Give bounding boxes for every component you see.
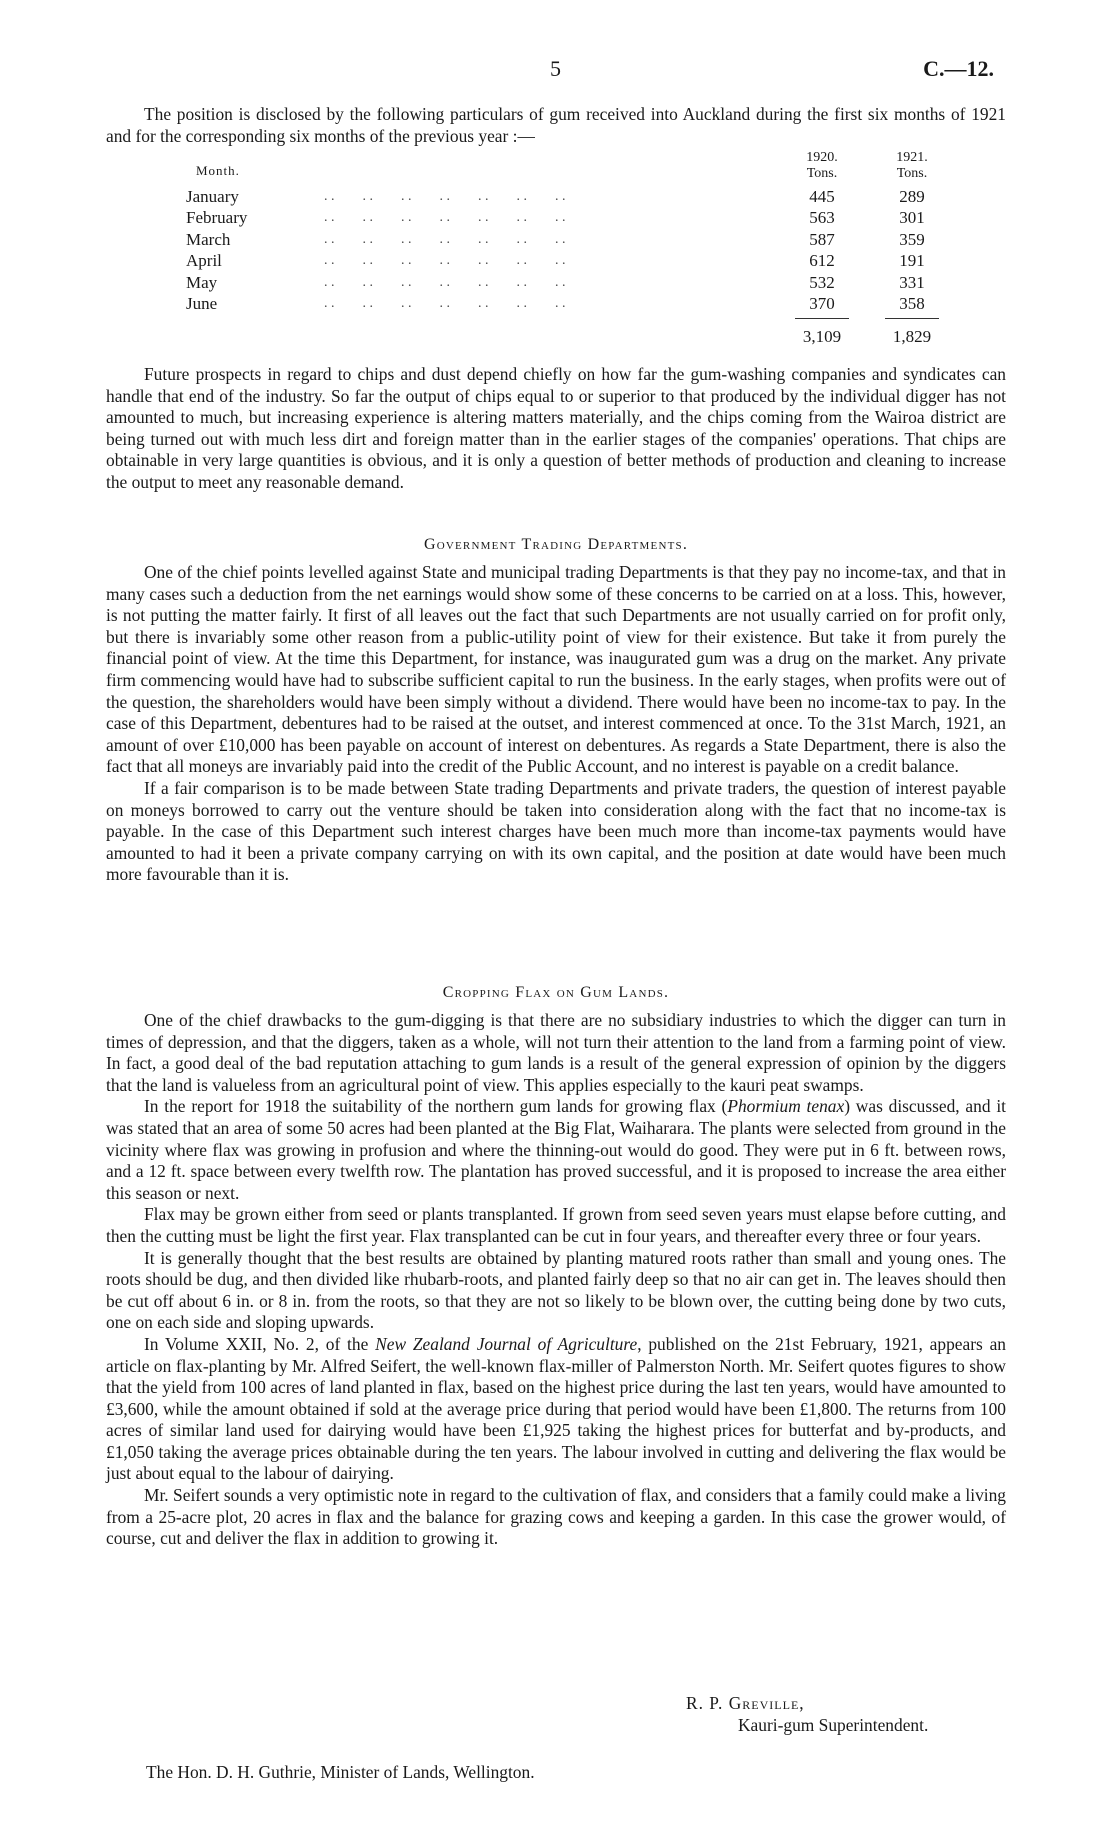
month-cell: April bbox=[186, 251, 222, 271]
total-1920-cell: 3,109 bbox=[802, 327, 842, 347]
value-1921-cell: 289 bbox=[899, 187, 925, 206]
section-heading-flax: Cropping Flax on Gum Lands. bbox=[442, 984, 670, 1001]
value-1920-cell: 532 bbox=[809, 272, 835, 292]
month-cell: January bbox=[186, 187, 239, 206]
value-1921-cell: 359 bbox=[899, 229, 925, 249]
total-1921-cell: 1,829 bbox=[892, 327, 932, 347]
signatory-title: Kauri-gum Superintendent. bbox=[738, 1715, 929, 1735]
flax-paragraph-1: One of the chief drawbacks to the gum-digging is that there are no subsidiary industries to which the digger can turn in times of depression, and that the diggers, taken as a whole, will not turn their attention to the land from a farming point of view. In fact, a good deal of the bad reputation attaching to gum lands is a result of the general expression of opinion by the diggers that the land is valueless from an agricultural point of view. This applies especially to the kauri peat swamps. bbox=[106, 1010, 1006, 1095]
intro-paragraph bbox=[106, 104, 1006, 147]
flax-paragraph-2-end: ) was discussed, and it was stated that an area of some 50 acres had been planted at the Big Flat, Waiharara. The plants were selected from ground in the vicinity where flax was growing in profusion and where the thinning-out would do good. They were put in 6 ft. between rows, and a 12 ft. space between every twelfth row. The plantation has proved successful, and it is proposed to increase the area either this season or next. bbox=[106, 1096, 1006, 1203]
year-1921-header bbox=[872, 150, 952, 182]
table-row: January . . . . . . . . . . . . . . 445 289 bbox=[186, 186, 946, 207]
value-1920-cell: 587 bbox=[809, 229, 835, 249]
trading-paragraph-1: One of the chief points levelled against State and municipal trading Departments is that they pay no income-tax, and that in many cases such a deduction from the net earnings would show some of these concerns to be carried on at a loss. This, however, is not putting the matter fairly. It first of all leaves out the fact that such Departments are not usually carried on for profit only, but there is invariably some other reason from a public-utility point of view for their existence. But take it from purely the financial point of view. At the time this Department, for instance, was inaugurated gum was a drug on the market. Any private firm commencing would have had to subscribe sufficient capital to run the business. In the early stages, when profits were out of the question, the shareholders would have been simply without a dividend. There would have been no income-tax to pay. In the case of this Department, debentures had to be raised at the outset, and interest commenced at once. To the 31st March, 1921, an amount of over £10,000 has been payable on account of interest on debentures. As regards a State Department, there is also the fact that all moneys are invariably paid into the credit of the Public Account, and no interest is payable on a credit balance. bbox=[106, 562, 1006, 777]
unit-1921-label: Tons. bbox=[896, 166, 928, 181]
trading-paragraph-2: If a fair comparison is to be made between State trading Departments and private traders, the question of interest payable on moneys borrowed to carry out the venture should be taken into consideration along with the fact that no income-tax is payable. In the case of this Department such interest charges have been much more than income-tax payments would have amounted to had it been a private company carrying on with its own capital, and the position at date would have been much more favourable than it is. bbox=[106, 777, 1006, 885]
table-row: April . . . . . . . . . . . . . . 612 191 bbox=[186, 250, 946, 271]
year-1921-label: 1921. bbox=[896, 150, 928, 165]
section-heading-trading: Government Trading Departments. bbox=[423, 536, 689, 553]
intro-text: The position is disclosed by the following particulars of gum received into Auckland during the first six months of 1921 and for the corresponding six months of the previous year :— bbox=[106, 104, 1006, 146]
total-rule-1920 bbox=[795, 318, 849, 319]
table-row: February . . . . . . . . . . . . . . 563 301 bbox=[186, 207, 946, 228]
flax-paragraph-5-start: In Volume XXII, No. 2, of the bbox=[144, 1333, 376, 1354]
flax-paragraph-6: Mr. Seifert sounds a very optimistic note in regard to the cultivation of flax, and considers that a family could make a living from a 25-acre plot, 20 acres in flax and the balance for grazing cows and keeping a garden. In this case the grower would, of course, cut and deliver the flax in addition to growing it. bbox=[106, 1485, 1006, 1549]
trading-section-body bbox=[106, 562, 1006, 886]
signature-block bbox=[686, 1692, 928, 1736]
journal-title: New Zealand Journal of Agriculture bbox=[375, 1333, 638, 1354]
document-reference: C.—12. bbox=[923, 56, 994, 81]
flax-paragraph-4: It is generally thought that the best results are obtained by planting matured roots rather than small and young ones. The roots should be dug, and then divided like rhubarb-roots, and planted fairly deep so that no air can get in. The leaves should then be cut off about 6 in. or 8 in. from the roots, so that they are not so likely to be blown over, the cutting being done by two cuts, one on each side and sloping upwards. bbox=[106, 1247, 1006, 1333]
month-column-header: Month. bbox=[196, 163, 240, 178]
value-1920-cell: 370 bbox=[809, 293, 835, 313]
signatory-name: R. P. Greville, bbox=[686, 1693, 805, 1713]
flax-paragraph-5 bbox=[106, 1334, 1006, 1485]
flax-paragraph-3: Flax may be grown either from seed or plants transplanted. If grown from seed seven years must elapse before cutting, and then the cutting must be light the first year. Flax transplanted can be cut in four years, and thereafter every three or four years. bbox=[106, 1204, 1006, 1246]
table-row: March . . . . . . . . . . . . . . 587 359 bbox=[186, 229, 946, 250]
value-1920-cell: 563 bbox=[809, 208, 835, 228]
page-number: 5 bbox=[550, 56, 561, 81]
month-cell: May bbox=[186, 272, 218, 292]
addressee-line: The Hon. D. H. Guthrie, Minister of Lands, Wellington. bbox=[146, 1762, 535, 1782]
chips-paragraph bbox=[106, 364, 1006, 494]
table-header bbox=[186, 150, 946, 186]
month-cell: June bbox=[186, 293, 218, 313]
year-1920-label: 1920. bbox=[806, 150, 838, 165]
table-row: June . . . . . . . . . . . . . . 370 358 bbox=[186, 293, 946, 314]
species-name: Phormium tenax bbox=[727, 1096, 845, 1117]
flax-section-body bbox=[106, 1010, 1006, 1550]
flax-paragraph-2-start: In the report for 1918 the suitability of the northern gum lands for growing flax ( bbox=[144, 1096, 728, 1117]
flax-paragraph-2 bbox=[106, 1096, 1006, 1204]
value-1920-cell: 445 bbox=[809, 187, 835, 206]
value-1921-cell: 301 bbox=[899, 208, 925, 228]
table-row: May . . . . . . . . . . . . . . 532 331 bbox=[186, 272, 946, 293]
value-1921-cell: 358 bbox=[899, 293, 925, 313]
flax-paragraph-5-end: , published on the 21st February, 1921, appears an article on flax-planting by Mr. Alfred Seifert, the well-known flax-miller of Palmerston North. Mr. Seifert quotes figures to show that the yield from 100 acres of land planted in flax, based on the highest price during the last ten years, would have amounted to £3,600, while the amount obtained if sold at the average price during that period would have been £1,800. The returns from 100 acres of similar land used for dairying would have been £1,925 taking the highest prices for butterfat and by-products, and £1,050 taking the average prices obtainable during the ten years. The labour involved in cutting and delivering the flax would be just about equal to the labour of dairying. bbox=[106, 1333, 1006, 1484]
total-rule-1921 bbox=[885, 318, 939, 319]
month-cell: March bbox=[186, 229, 231, 249]
year-1920-header bbox=[782, 150, 862, 182]
month-cell: February bbox=[186, 208, 248, 228]
value-1921-cell: 331 bbox=[899, 272, 925, 292]
page-header bbox=[0, 56, 1114, 86]
unit-1920-label: Tons. bbox=[806, 166, 838, 181]
value-1921-cell: 191 bbox=[899, 251, 925, 271]
table-totals bbox=[186, 314, 946, 350]
chips-text: Future prospects in regard to chips and dust depend chiefly on how far the gum-washing companies and syndicates can handle that end of the industry. So far the output of chips equal to or superior to that produced by the individual digger has not amounted to much, but increasing experience is altering matters materially, and the chips coming from the Wairoa district are being turned out with much less dirt and foreign matter than in the earlier stages of the companies' operations. That chips are obtainable in very large quantities is obvious, and it is only a question of better methods of production and cleaning to increase the output to meet any reasonable demand. bbox=[106, 364, 1006, 492]
value-1920-cell: 612 bbox=[809, 251, 835, 271]
gum-receipts-table bbox=[186, 150, 946, 350]
